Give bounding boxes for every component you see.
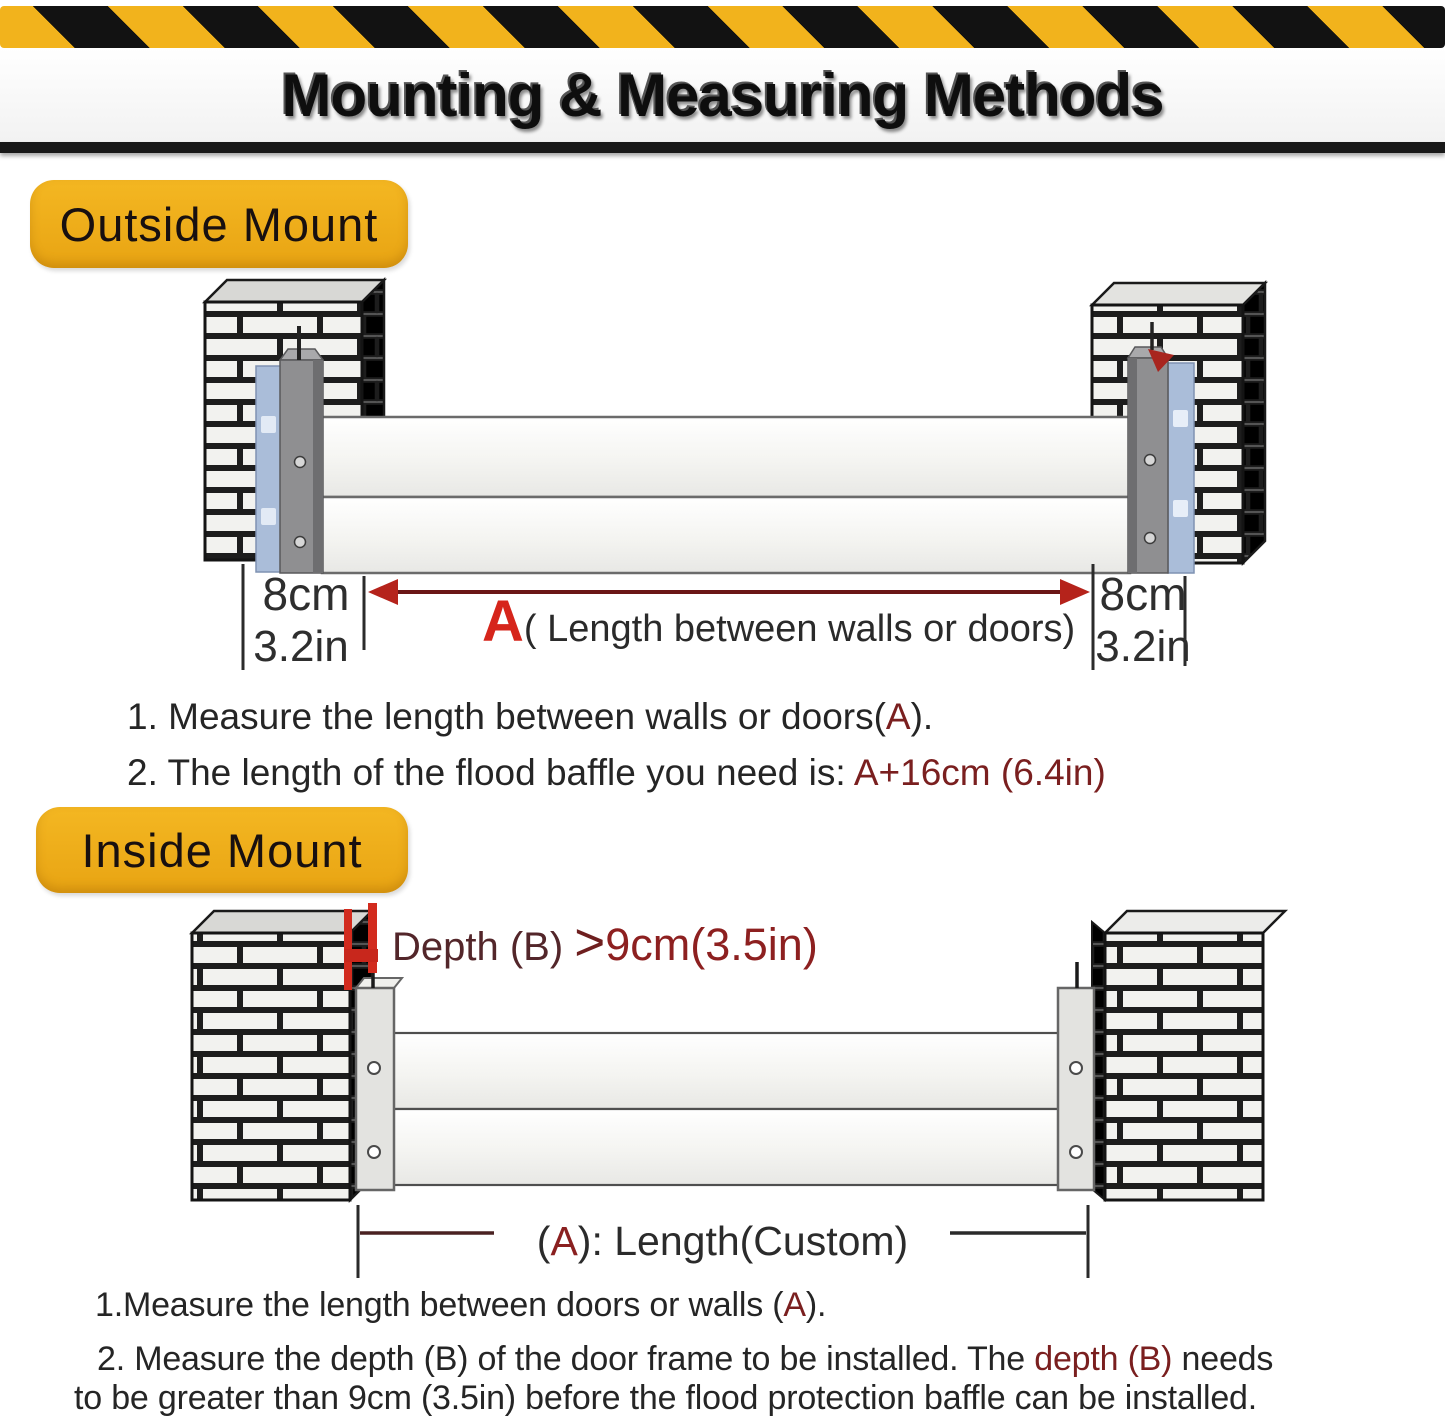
right-pillar [1092, 911, 1285, 1200]
left-mounting-channel [356, 964, 402, 1190]
inside-mount-instructions [0, 1286, 1445, 1421]
inside-mount-badge [36, 807, 408, 893]
page-title: Mounting & Measuring Methods [281, 62, 1164, 129]
inside-step-2-continued: to be greater than 9cm (3.5in) before the flood protection baffle can be installed. [74, 1379, 1257, 1417]
baffle-length-formula: A+16cm (6.4in) [853, 752, 1106, 793]
left-offset-cm-label: 8cm [262, 568, 350, 620]
outside-step-1: 1. Measure the length between walls or doors(A). [127, 696, 934, 737]
inside-mount-badge-label: Inside Mount [81, 823, 363, 877]
right-offset-cm-label: 8cm [1099, 568, 1187, 620]
depth-b-highlight: depth (B) [1034, 1340, 1173, 1378]
length-a-caption: ( Length between walls or doors) [523, 608, 1076, 650]
depth-caption: Depth (B) [392, 925, 575, 969]
outside-mount-badge [30, 180, 408, 268]
greater-than-sign: > [574, 913, 606, 972]
hazard-stripes [0, 6, 1445, 48]
inside-step-2: 2. Measure the depth (B) of the door frame to be installed. The depth (B) needs [97, 1340, 1274, 1378]
inside-mount-diagram [0, 900, 1445, 1290]
depth-value: 9cm(3.5in) [605, 919, 818, 970]
depth-b-label [392, 912, 818, 973]
outside-mount-diagram [0, 270, 1445, 680]
left-offset-in-label: 3.2in [253, 622, 349, 671]
length-a-letter: A [482, 589, 524, 654]
inside-step-1: 1.Measure the length between doors or walls (A). [95, 1286, 827, 1324]
header-divider [0, 142, 1445, 153]
outside-mount-instructions [0, 696, 1445, 806]
outside-step-2: 2. The length of the flood baffle you need is: A+16cm (6.4in) [127, 752, 1106, 793]
custom-length-label: (A): Length(Custom) [536, 1218, 909, 1264]
right-mounting-channel [1058, 962, 1094, 1190]
right-offset-in-label: 3.2in [1095, 622, 1191, 671]
length-a-label [482, 588, 1075, 655]
flood-barrier [322, 417, 1130, 573]
outside-mount-badge-label: Outside Mount [59, 197, 379, 251]
flood-barrier [390, 1033, 1062, 1185]
